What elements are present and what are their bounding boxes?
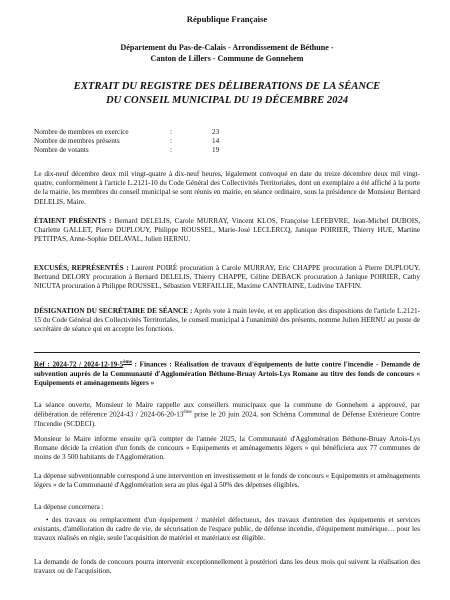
secretaire-text: Après vote à main levée, et en application des dispositions de l'article L.2121-15 du Code Général des Collectivités Territoriales, le conseil municipal à l'unanimité des présents, nomme Julien HERNU au poste de secrétaire de séance qui en accepte les fonctions. [34, 307, 420, 334]
count-row [34, 146, 254, 155]
title-line-2: DU CONSEIL MUNICIPAL DU 19 DÉCEMBRE 2024 [105, 94, 349, 106]
excuses-paragraph [34, 264, 420, 292]
intro-paragraph: Le dix-neuf décembre deux mil vingt-quatre à dix-neuf heures, légalement convoqué en date du treize décembre deux mil vingt-quatre, conformément à l'article L.2121-10 du Code Général des Collectivités Territoriales, dont un exemplaire a été affiché à la porte de la mairie, les membres du conseil municipal se sont réunis en mairie, en séance ordinaire, sous la présidence de Monsieur Bernard DELELIS, Maire. [34, 170, 420, 206]
count-colon: : [170, 146, 172, 155]
departement-line-1: Département du Pas-de-Calais - Arrondissement de Béthune - [120, 43, 334, 52]
count-colon: : [170, 128, 172, 136]
count-label: Nombre de votants [34, 146, 89, 155]
p1-suffix: ème [183, 410, 192, 416]
secretaire-label: DÉSIGNATION DU SECRÉTAIRE DE SÉANCE : [34, 307, 193, 315]
republique-heading: République Française [186, 14, 268, 24]
presents-list: Bernard DELELIS, Carole MURRAY, Vincent KLOS, Françoise LEFEBVRE, Jean-Michel DUBOIS, Charlette GALLET, Pierre DUPLOUY, Philippe ROUSSEL, Marie-José LECLERCQ, Janique POIRIER, Thierry HUE, Martine PETITPAS, Anne-Sophie DELAVAL, Julien HERNU. [34, 217, 420, 244]
body-paragraph-6: La demande de fonds de concours pourra intervenir exceptionnellement à postériori dans les deux mois qui suivent la réalisation des travaux ou de l'acquisition. [34, 558, 420, 576]
departement-line-2: Canton de Lillers - Commune de Gonnehem [150, 53, 304, 63]
deliberation-subject: Réalisation de travaux d'équipements de lutte contre l'incendie - Demande de subvention auprès de la Communauté d'Agglomération Béthune-Bruay Artois-Lys Romane au titre des fonds de concours « Equipements et aménagements légers » [34, 360, 420, 387]
departement-heading [34, 43, 420, 64]
count-colon: : [170, 137, 172, 146]
body-paragraph-2: Monsieur le Maire informe ensuite qu'à compter de l'année 2025, la Communauté d'Agglomération Béthune-Bruay Artois-Lys Romane décide la création d'un fonds de concours « Equipements et aménagements légers » qui bénéficiera aux 77 communes de moins de 3 500 habitants de l'Agglomération. [34, 435, 420, 462]
presents-paragraph [34, 217, 420, 245]
excuses-list: Laurent POIRÉ procuration à Carole MURRAY, Eric CHAPPE procuration à Pierre DUPLOUY, Bertrand DELORY procuration à Bernard DELELIS, Thierry CHAPPE, Céline DEBACK procuration à Janique POIRIER, Cathy NICUTA procuration à Philippe ROUSSEL, Sébastien VERFAILLIE, Maxime CANTRAINE, Ludivine TAFFIN. [34, 264, 420, 291]
p1-text-b: prise le 20 juin 2024, son Schéma Communal de Défense Extérieure Contre l'Incendie (SCDECI). [34, 410, 420, 428]
presents-label: ÉTAIENT PRÉSENTS : [34, 217, 112, 225]
count-value: 23 [212, 128, 220, 136]
document-title [34, 80, 420, 107]
deliberation-reference [34, 360, 420, 388]
count-label: Nombre de membres présents [34, 137, 120, 146]
secretaire-paragraph [34, 307, 420, 335]
p1-text-a: La séance ouverte, Monsieur le Maire rappelle aux conseillers municipaux que la commune de Gonnehem a approuvé, par délibération de référence 2024-43 / 2024-06-20-13 [34, 401, 420, 419]
count-label: Nombre de membres en exercice [34, 128, 129, 136]
section-divider [34, 352, 420, 353]
member-counts [34, 128, 254, 156]
count-value: 14 [212, 137, 220, 146]
body-paragraph-4: La dépense concernera : [34, 503, 104, 511]
body-bullet-1: • des travaux ou remplacement d'un équipement / matériel défectueux, des travaux d'entretien des équipements et services existants, d'amélioration du cadre de vie, de sécurisation de l'espace public, de défense incendie, d'équipement numérique… pour les travaux réalisés en régie, seule l'acquisition de matériel et matériaux est éligible. [34, 516, 420, 543]
reference-number: Réf : 2024-72 / 2024-12-19-5 [34, 360, 124, 369]
count-value: 19 [212, 146, 220, 155]
reference-suffix: ème [123, 360, 132, 365]
excuses-label: EXCUSÉS, REPRÉSENTÉS : [34, 264, 129, 272]
reference-category: : Finances : [131, 360, 175, 369]
body-paragraph-3: La dépense subventionnable correspond à une intervention en investissement et le fonds de concours « Equipements et aménagements légers » de la Communauté d'Agglomération sera au plus égal à 50% des dépenses éligibles. [34, 472, 420, 490]
count-row [34, 137, 254, 146]
title-line-1: EXTRAIT DU REGISTRE DES DÉLIBERATIONS DE LA SÉANCE [73, 81, 381, 92]
body-paragraph-1 [34, 401, 420, 429]
count-row [34, 128, 254, 137]
